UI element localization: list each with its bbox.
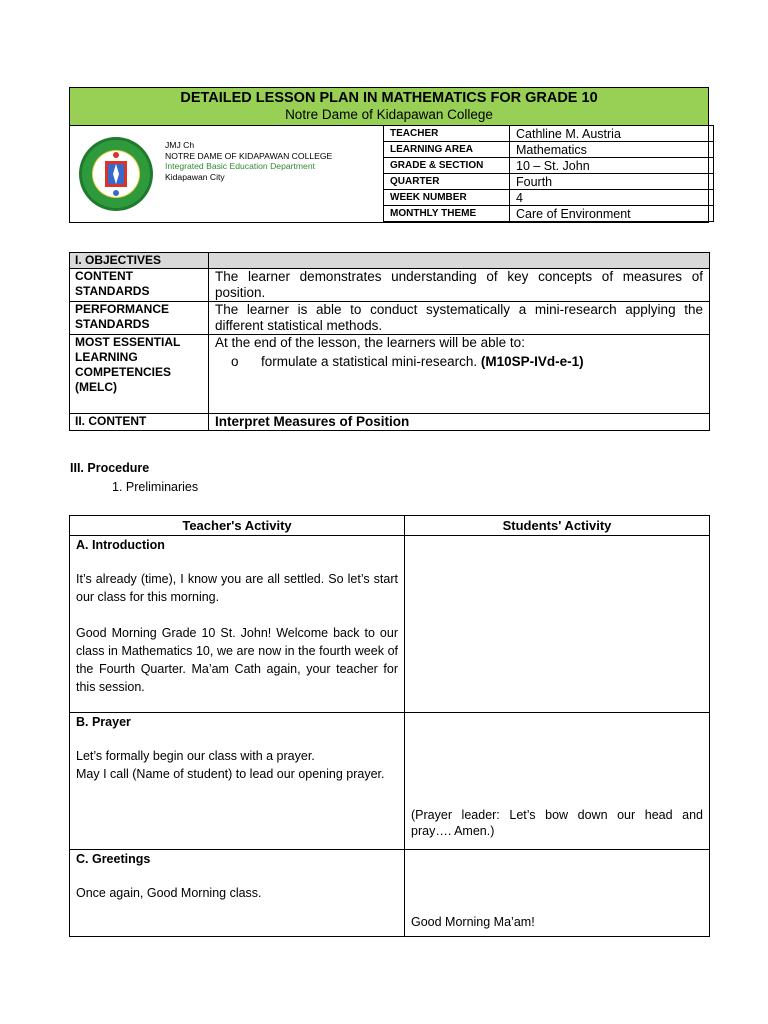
melc-row <box>70 335 710 414</box>
activities-header-row <box>70 516 710 536</box>
content-label: II. CONTENT <box>70 414 209 431</box>
prayer-row <box>70 713 710 850</box>
content-standards-value: The learner demonstrates understanding of key concepts of measures of position. <box>209 269 710 302</box>
objectives-heading-row <box>70 253 710 269</box>
melc-item-text: formulate a statistical mini-research. <box>261 354 478 369</box>
content-row <box>70 414 710 431</box>
introduction-student-cell <box>405 536 710 713</box>
info-row <box>384 190 714 206</box>
bullet-icon: o <box>231 354 239 369</box>
greetings-student-response: Good Morning Ma’am! <box>411 915 535 929</box>
greetings-title: C. Greetings <box>76 852 151 866</box>
info-label: TEACHER <box>384 126 510 142</box>
info-row <box>384 174 714 190</box>
prayer-title: B. Prayer <box>76 715 131 729</box>
prayer-student-response: (Prayer leader: Let’s bow down our head and pray…. Amen.) <box>411 808 703 838</box>
introduction-title: A. Introduction <box>76 538 165 552</box>
objectives-table <box>69 252 710 431</box>
melc-label: MOST ESSENTIAL LEARNING COMPETENCIES (MELC) <box>70 335 209 414</box>
school-line-department: Integrated Basic Education Department <box>165 161 316 171</box>
school-seal-logo <box>78 136 154 212</box>
info-label: MONTHLY THEME <box>384 206 510 222</box>
prayer-paragraph: May I call (Name of student) to lead our opening prayer. <box>76 767 385 781</box>
content-standards-label: CONTENT STANDARDS <box>70 269 209 302</box>
procedure-title: III. Procedure <box>70 461 150 475</box>
prayer-student-cell <box>405 713 710 850</box>
melc-intro: At the end of the lesson, the learners will be able to: <box>215 335 525 350</box>
info-value: Fourth <box>510 174 714 190</box>
info-value: Cathline M. Austria <box>510 126 714 142</box>
info-label: WEEK NUMBER <box>384 190 510 206</box>
melc-code: (M10SP-IVd-e-1) <box>480 354 584 369</box>
introduction-paragraph: Good Morning Grade 10 St. John! Welcome back to our class in Mathematics 10, we are now in the fourth week of the Fourth Quarter. Ma’am Cath again, your teacher for this session. <box>76 626 398 694</box>
content-value: Interpret Measures of Position <box>209 414 710 431</box>
melc-value <box>209 335 710 414</box>
info-value: 4 <box>510 190 714 206</box>
content-standards-row <box>70 269 710 302</box>
melc-item <box>215 354 703 370</box>
teacher-info-table <box>383 125 714 222</box>
info-value: 10 – St. John <box>510 158 714 174</box>
info-row <box>384 142 714 158</box>
school-line-jmj: JMJ Ch <box>165 140 195 150</box>
info-label: QUARTER <box>384 174 510 190</box>
performance-standards-value: The learner is able to conduct systematically a mini-research applying the different statistical methods. <box>209 302 710 335</box>
document-subtitle: Notre Dame of Kidapawan College <box>285 107 493 122</box>
greetings-teacher-cell <box>70 850 405 937</box>
objectives-heading-blank <box>209 253 710 269</box>
student-activity-header: Students' Activity <box>405 516 710 536</box>
school-line-city: Kidapawan City <box>165 171 225 182</box>
info-value: Care of Environment <box>510 206 714 222</box>
performance-standards-row <box>70 302 710 335</box>
info-row <box>384 158 714 174</box>
procedure-step: 1. Preliminaries <box>112 480 199 494</box>
introduction-teacher-cell <box>70 536 405 713</box>
info-label: GRADE & SECTION <box>384 158 510 174</box>
prayer-paragraph: Let’s formally begin our class with a prayer. <box>76 749 315 763</box>
teacher-activity-header: Teacher's Activity <box>70 516 405 536</box>
school-address-block <box>165 140 332 182</box>
info-row <box>384 126 714 142</box>
introduction-paragraph: It’s already (time), I know you are all settled. So let’s start our class for this morning. <box>76 572 398 604</box>
performance-standards-label: PERFORMANCE STANDARDS <box>70 302 209 335</box>
info-row <box>384 206 714 222</box>
info-value: Mathematics <box>510 142 714 158</box>
school-line-name: NOTRE DAME OF KIDAPAWAN COLLEGE <box>165 150 333 161</box>
prayer-teacher-cell <box>70 713 405 850</box>
info-label: LEARNING AREA <box>384 142 510 158</box>
greetings-paragraph: Once again, Good Morning class. <box>76 886 262 900</box>
objectives-heading: I. OBJECTIVES <box>70 253 209 269</box>
document-title: DETAILED LESSON PLAN IN MATHEMATICS FOR GRADE 10 <box>180 90 598 106</box>
greetings-student-cell <box>405 850 710 937</box>
greetings-row <box>70 850 710 937</box>
introduction-row <box>70 536 710 713</box>
header-banner <box>69 87 709 126</box>
activities-table <box>69 515 710 937</box>
